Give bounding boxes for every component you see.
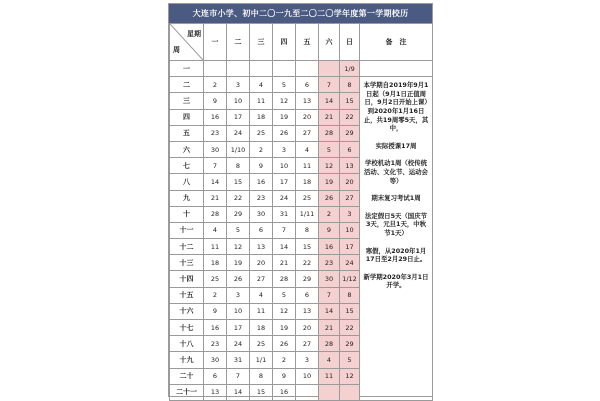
week-label: 九 (170, 190, 204, 206)
day-cell: 21 (204, 190, 227, 206)
day-cell: 17 (340, 239, 360, 255)
day-cell: 25 (204, 271, 227, 287)
day-header-fri: 五 (296, 24, 319, 61)
day-cell: 22 (340, 109, 360, 125)
day-cell: 22 (227, 190, 250, 206)
day-cell: 27 (340, 190, 360, 206)
day-cell: 12 (319, 158, 340, 174)
week-label: 八 (170, 174, 204, 190)
day-cell: 30 (250, 206, 273, 222)
day-cell: 16 (250, 174, 273, 190)
day-cell: 1/1 (250, 352, 273, 368)
day-cell: 1/11 (296, 206, 319, 222)
day-cell: 1/10 (227, 141, 250, 157)
day-cell (250, 61, 273, 77)
day-cell: 7 (227, 368, 250, 384)
week-label: 五 (170, 125, 204, 141)
note-paragraph: 新学期2020年3月1日开学。 (363, 272, 429, 290)
day-header-thu: 四 (273, 24, 296, 61)
day-cell: 12 (273, 303, 296, 319)
day-cell: 24 (227, 125, 250, 141)
day-cell: 31 (273, 206, 296, 222)
day-cell: 1/9 (340, 61, 360, 77)
header-row (170, 24, 433, 61)
week-label: 四 (170, 109, 204, 125)
notes-first-row (360, 61, 433, 77)
day-cell: 27 (250, 271, 273, 287)
day-cell: 8 (340, 77, 360, 93)
day-cell (296, 384, 319, 400)
day-cell: 14 (319, 303, 340, 319)
day-cell: 9 (204, 93, 227, 109)
day-cell: 22 (340, 320, 360, 336)
week-label: 三 (170, 93, 204, 109)
day-cell: 24 (227, 336, 250, 352)
day-cell: 11 (319, 368, 340, 384)
day-cell: 17 (227, 320, 250, 336)
day-cell: 4 (250, 77, 273, 93)
note-paragraph: 实际授课17周 (375, 141, 417, 150)
day-cell: 30 (204, 352, 227, 368)
note-paragraph: 本学期自2019年9月1日起（9月1日正值周日，9月2日开始上课）到2020年1月16日止，共19周零5天，其中， (363, 81, 429, 133)
day-cell: 19 (273, 109, 296, 125)
week-axis-label: 周 (173, 46, 180, 54)
week-label: 十二 (170, 239, 204, 255)
day-cell: 11 (250, 93, 273, 109)
day-cell: 10 (227, 303, 250, 319)
day-header-sat: 六 (319, 24, 340, 61)
day-cell (227, 61, 250, 77)
week-label: 十四 (170, 271, 204, 287)
day-cell: 21 (319, 320, 340, 336)
day-cell: 21 (273, 255, 296, 271)
day-cell: 5 (273, 77, 296, 93)
day-cell: 1/12 (340, 271, 360, 287)
week-label: 一 (170, 61, 204, 77)
day-cell: 21 (319, 109, 340, 125)
day-cell: 11 (250, 303, 273, 319)
day-cell: 15 (250, 384, 273, 400)
day-cell: 16 (319, 239, 340, 255)
day-cell: 20 (296, 320, 319, 336)
day-cell: 2 (273, 352, 296, 368)
day-cell: 17 (227, 109, 250, 125)
week-label: 二十 (170, 368, 204, 384)
day-cell: 9 (273, 368, 296, 384)
day-cell: 4 (204, 222, 227, 238)
day-cell: 26 (273, 336, 296, 352)
day-cell: 9 (204, 303, 227, 319)
day-cell: 24 (340, 255, 360, 271)
week-label: 十三 (170, 255, 204, 271)
day-cell: 14 (204, 174, 227, 190)
day-cell: 13 (250, 239, 273, 255)
day-cell: 18 (204, 255, 227, 271)
day-cell: 13 (296, 303, 319, 319)
day-cell: 3 (296, 352, 319, 368)
day-header-wed: 三 (250, 24, 273, 61)
day-cell: 28 (319, 336, 340, 352)
day-cell: 14 (227, 384, 250, 400)
day-cell (296, 61, 319, 77)
day-cell: 10 (227, 93, 250, 109)
day-cell: 3 (227, 77, 250, 93)
day-cell: 5 (319, 141, 340, 157)
corner-header-cell (170, 24, 204, 61)
day-cell: 7 (319, 77, 340, 93)
day-cell: 4 (319, 352, 340, 368)
week-row (170, 77, 433, 93)
day-cell: 7 (204, 158, 227, 174)
calendar-table (169, 23, 433, 401)
day-cell: 5 (340, 352, 360, 368)
day-cell: 27 (296, 336, 319, 352)
day-cell: 3 (340, 206, 360, 222)
day-cell: 15 (296, 239, 319, 255)
day-cell: 17 (273, 174, 296, 190)
day-cell: 31 (227, 352, 250, 368)
day-cell: 20 (340, 174, 360, 190)
note-paragraph: 法定假日5天（国庆节3天，元旦1天，中秋节1天） (365, 211, 427, 237)
day-cell: 30 (204, 141, 227, 157)
week-label: 十九 (170, 352, 204, 368)
day-cell: 7 (273, 222, 296, 238)
day-cell: 15 (340, 303, 360, 319)
day-cell: 12 (273, 93, 296, 109)
day-cell (340, 384, 360, 400)
day-cell: 15 (227, 174, 250, 190)
day-cell: 29 (296, 271, 319, 287)
week-label: 十一 (170, 222, 204, 238)
day-cell: 14 (273, 239, 296, 255)
day-cell: 16 (204, 109, 227, 125)
day-cell: 5 (227, 222, 250, 238)
day-cell: 19 (273, 320, 296, 336)
day-cell: 16 (273, 384, 296, 400)
day-cell: 2 (250, 141, 273, 157)
week-label: 六 (170, 141, 204, 157)
day-cell: 13 (340, 158, 360, 174)
day-cell: 12 (340, 368, 360, 384)
day-cell: 19 (227, 255, 250, 271)
calendar-title: 大连市小学、初中二〇一九至二〇二〇学年度第一学期校历 (169, 4, 432, 23)
day-cell: 13 (204, 384, 227, 400)
day-cell: 29 (340, 125, 360, 141)
day-cell: 19 (319, 174, 340, 190)
day-cell: 29 (340, 336, 360, 352)
day-cell: 6 (250, 222, 273, 238)
day-cell: 18 (250, 320, 273, 336)
day-cell: 8 (340, 287, 360, 303)
day-cell: 8 (250, 368, 273, 384)
note-paragraph: 寒假，从2020年1月17日至2月29日止。 (365, 246, 427, 264)
notes-cell (360, 77, 433, 401)
week-label: 十 (170, 206, 204, 222)
week-label: 二十一 (170, 384, 204, 400)
day-cell: 5 (273, 287, 296, 303)
day-cell: 23 (319, 255, 340, 271)
day-cell: 29 (227, 206, 250, 222)
day-cell: 11 (296, 158, 319, 174)
day-cell: 16 (204, 320, 227, 336)
day-cell: 13 (296, 93, 319, 109)
day-cell: 18 (250, 109, 273, 125)
week-label: 十八 (170, 336, 204, 352)
day-cell (273, 61, 296, 77)
note-paragraph: 学校机动1周（校传统活动、文化节、运动会等） (364, 159, 428, 185)
school-calendar (168, 3, 433, 397)
note-paragraph: 期末复习考试1周 (371, 194, 421, 203)
day-cell: 20 (250, 255, 273, 271)
day-cell: 7 (319, 287, 340, 303)
day-cell: 6 (204, 368, 227, 384)
day-cell: 22 (296, 255, 319, 271)
day-cell: 23 (204, 125, 227, 141)
day-cell (204, 61, 227, 77)
week-row (170, 61, 433, 77)
day-cell (319, 384, 340, 400)
day-cell: 26 (319, 190, 340, 206)
day-cell: 6 (296, 287, 319, 303)
day-cell: 2 (204, 77, 227, 93)
day-cell: 10 (273, 158, 296, 174)
day-cell: 24 (273, 190, 296, 206)
day-header-tue: 二 (227, 24, 250, 61)
day-cell: 30 (319, 271, 340, 287)
day-cell: 6 (296, 77, 319, 93)
day-cell: 10 (296, 368, 319, 384)
day-cell: 26 (227, 271, 250, 287)
day-cell: 6 (340, 141, 360, 157)
day-header-mon: 一 (204, 24, 227, 61)
week-label: 七 (170, 158, 204, 174)
day-cell: 2 (319, 206, 340, 222)
day-cell: 10 (340, 222, 360, 238)
day-cell: 18 (296, 174, 319, 190)
day-cell: 12 (227, 239, 250, 255)
day-cell: 14 (319, 93, 340, 109)
day-cell: 11 (204, 239, 227, 255)
day-cell: 3 (227, 287, 250, 303)
week-label: 十五 (170, 287, 204, 303)
day-cell: 9 (319, 222, 340, 238)
day-cell: 3 (273, 141, 296, 157)
day-cell: 9 (250, 158, 273, 174)
weekday-axis-label: 星期 (187, 30, 201, 38)
day-cell: 26 (273, 125, 296, 141)
day-cell: 28 (319, 125, 340, 141)
day-header-sun: 日 (340, 24, 360, 61)
day-cell: 4 (296, 141, 319, 157)
day-cell: 23 (250, 190, 273, 206)
notes-header: 备 注 (360, 24, 433, 61)
day-cell (319, 61, 340, 77)
day-cell: 28 (273, 271, 296, 287)
day-cell: 25 (250, 125, 273, 141)
week-label: 二 (170, 77, 204, 93)
week-label: 十六 (170, 303, 204, 319)
week-label: 十七 (170, 320, 204, 336)
day-cell: 25 (250, 336, 273, 352)
day-cell: 4 (250, 287, 273, 303)
day-cell: 8 (296, 222, 319, 238)
day-cell: 27 (296, 125, 319, 141)
day-cell: 20 (296, 109, 319, 125)
day-cell: 2 (204, 287, 227, 303)
day-cell: 15 (340, 93, 360, 109)
day-cell: 28 (204, 206, 227, 222)
day-cell: 8 (227, 158, 250, 174)
day-cell: 23 (204, 336, 227, 352)
day-cell: 25 (296, 190, 319, 206)
